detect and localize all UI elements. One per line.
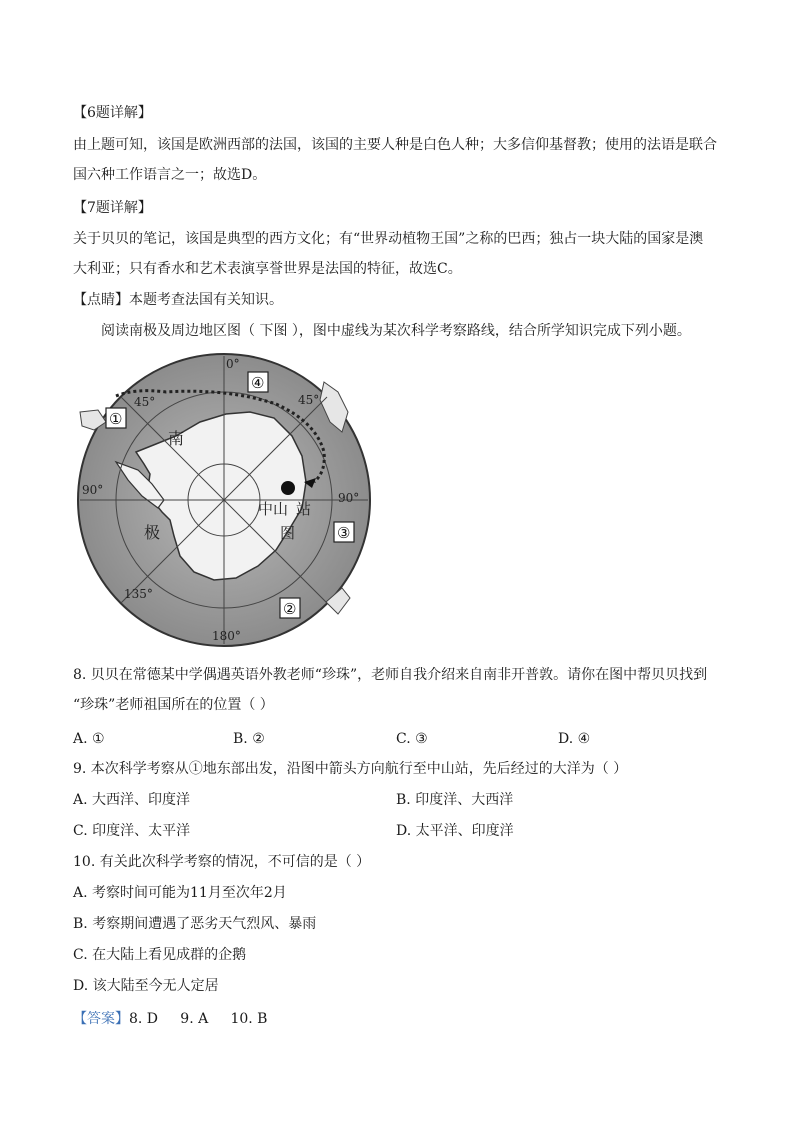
label-nan: 南 <box>168 429 185 448</box>
zhongshan-station-marker <box>281 481 295 495</box>
q8-option-d[interactable]: D. ④ <box>558 731 591 747</box>
q9-option-c[interactable]: C. 印度洋、太平洋 <box>73 823 191 839</box>
label-zhan: 站 <box>296 500 312 518</box>
q9-stem: 9. 本次科学考察从①地东部出发，沿图中箭头方向航行至中山站，先后经过的大洋为（ ） <box>73 761 628 777</box>
label-90e-deg: 90° <box>338 491 360 505</box>
antarctica-map <box>76 352 372 648</box>
label-135-deg: 135° <box>124 587 153 601</box>
label-90w-deg: 90° <box>82 483 104 497</box>
mark-3: ③ <box>337 524 351 542</box>
intro-text: 阅读南极及周边地区图（ 下图 ），图中虚线为某次科学考察路线，结合所学知识完成下列小题。 <box>101 323 691 339</box>
mark-1: ① <box>109 410 123 428</box>
label-45w-deg: 45° <box>134 395 156 409</box>
label-180-deg: 180° <box>212 629 241 643</box>
mark-2: ② <box>283 600 297 618</box>
section7-heading: 【7题详解】 <box>73 200 152 216</box>
section7-text-2: 大利亚；只有香水和艺术表演享誉世界是法国的特征，故选C。 <box>73 261 462 277</box>
answer-line <box>73 1010 267 1028</box>
q10-option-a[interactable]: A. 考察时间可能为11月至次年2月 <box>73 885 287 901</box>
q8-option-c[interactable]: C. ③ <box>396 731 428 747</box>
answer-text: 8. D 9. A 10. B <box>129 1011 268 1027</box>
section7-text-1: 关于贝贝的笔记，该国是典型的西方文化；有“世界动植物王国”之称的巴西；独占一块大陆的国家是澳 <box>73 231 704 247</box>
q9-option-d[interactable]: D. 太平洋、印度洋 <box>396 823 514 839</box>
q10-stem: 10. 有关此次科学考察的情况，不可信的是（ ） <box>73 854 371 870</box>
mark-4: ④ <box>251 374 265 392</box>
q8-stem-2: “珍珠”老师祖国所在的位置（ ） <box>73 697 274 713</box>
q10-option-d[interactable]: D. 该大陆至今无人定居 <box>73 978 219 994</box>
q10-option-c[interactable]: C. 在大陆上看见成群的企鹅 <box>73 947 247 963</box>
q8-stem-1: 8. 贝贝在常德某中学偶遇英语外教老师“珍珠”，老师自我介绍来自南非开普敦。请你在图中帮贝贝找到 <box>73 667 708 683</box>
q9-option-b[interactable]: B. 印度洋、大西洋 <box>396 792 514 808</box>
section6-text-1: 由上题可知，该国是欧洲西部的法国，该国的主要人种是白色人种；大多信仰基督教；使用的法语是联合 <box>73 137 717 153</box>
q10-option-b[interactable]: B. 考察期间遭遇了恶劣天气烈风、暴雨 <box>73 916 317 932</box>
label-tu: 图 <box>280 524 296 542</box>
q8-option-a[interactable]: A. ① <box>73 731 105 747</box>
q8-option-b[interactable]: B. ② <box>233 731 265 747</box>
answer-tag: 【答案】 <box>73 1011 129 1027</box>
label-45e-deg: 45° <box>298 393 320 407</box>
label-zhongshan: 中山 <box>258 500 289 518</box>
section6-heading: 【6题详解】 <box>73 105 152 121</box>
section6-text-2: 国六种工作语言之一；故选D。 <box>73 167 267 183</box>
q9-option-a[interactable]: A. 大西洋、印度洋 <box>73 792 191 808</box>
point-note: 【点睛】本题考查法国有关知识。 <box>73 292 283 308</box>
label-ji: 极 <box>144 523 161 542</box>
label-0-deg: 0° <box>226 357 240 371</box>
